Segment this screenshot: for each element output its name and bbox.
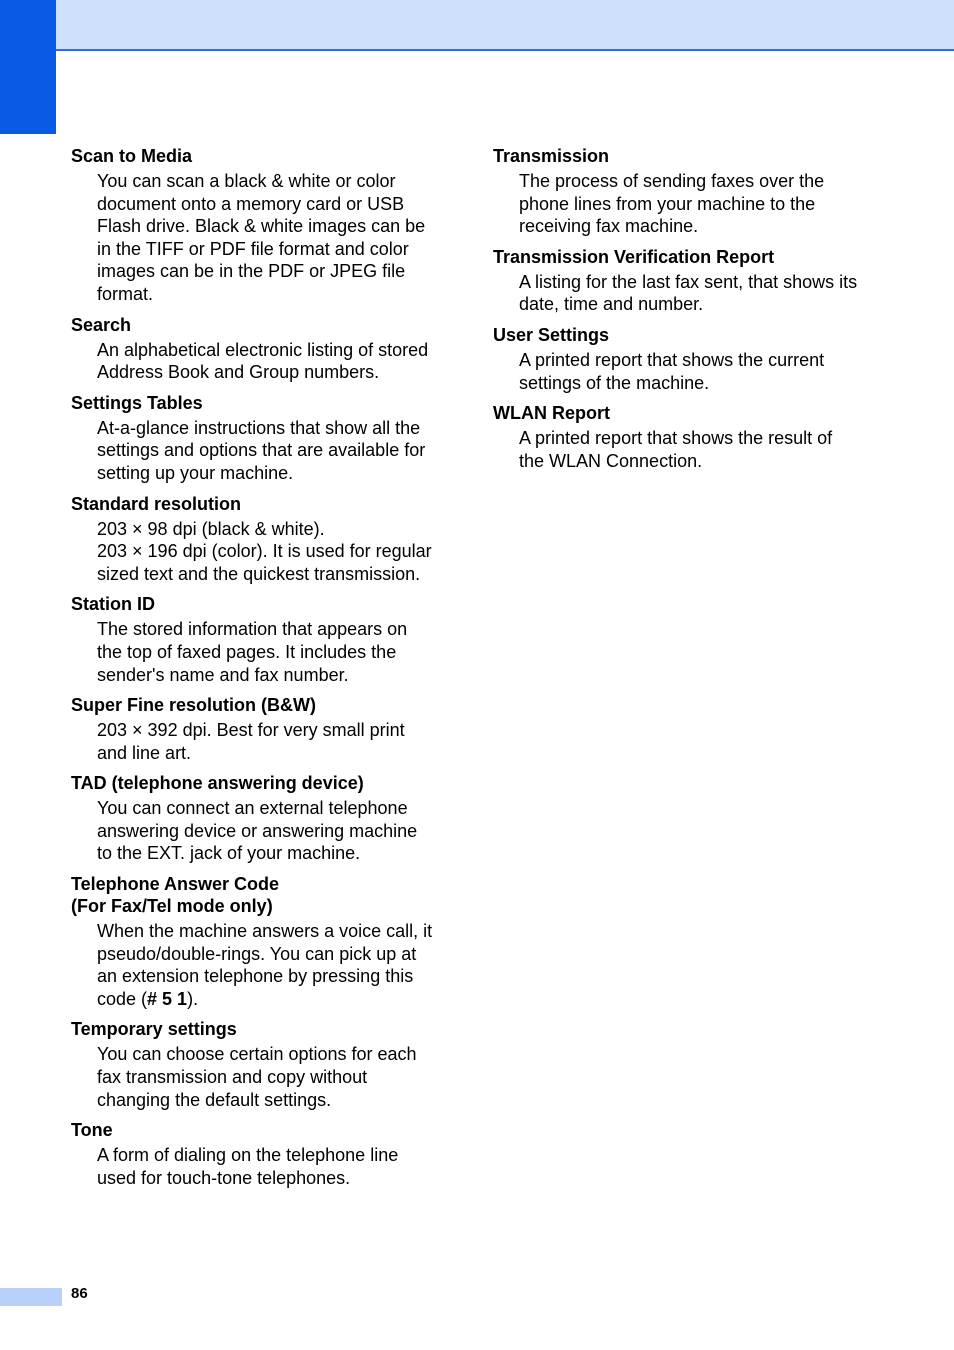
definition-line: You can choose certain options for each <box>97 1044 417 1065</box>
glossary-term: Super Fine resolution (B&W) <box>71 695 316 716</box>
glossary-term: Search <box>71 314 132 335</box>
glossary-term: Temporary settings <box>71 1019 237 1040</box>
glossary-term: Tone <box>71 1120 113 1141</box>
definition-line: receiving fax machine. <box>519 216 699 237</box>
header-band <box>0 0 954 51</box>
definition-line: the WLAN Connection. <box>519 450 703 471</box>
definition-line: used for touch-tone telephones. <box>97 1167 351 1188</box>
definition-line: You can scan a black & white or color <box>97 171 396 191</box>
definition-line: settings of the machine. <box>519 372 710 393</box>
glossary-entry <box>71 1018 451 1111</box>
definition-line: settings and options that are available for <box>97 440 426 461</box>
term-line: Telephone Answer Code <box>71 874 280 895</box>
glossary-term: TAD (telephone answering device) <box>71 773 364 794</box>
definition-line: date, time and number. <box>519 294 704 315</box>
glossary-column-left <box>71 145 451 1197</box>
glossary-definition <box>97 1144 451 1189</box>
definition-line: 203 × 196 dpi (color). It is used for regular <box>97 541 432 562</box>
glossary-term <box>71 873 451 917</box>
glossary-term: User Settings <box>493 324 610 345</box>
definition-line: an extension telephone by pressing this <box>97 966 414 987</box>
definition-line: 203 × 392 dpi. Best for very small print <box>97 720 405 741</box>
code-suffix: ). <box>187 988 199 1009</box>
definition-line: format. <box>97 283 154 304</box>
definition-line: A form of dialing on the telephone line <box>97 1145 399 1166</box>
glossary-term: Settings Tables <box>71 392 203 413</box>
glossary-definition <box>519 427 893 472</box>
definition-line: images can be in the PDF or JPEG file <box>97 261 406 282</box>
definition-line: changing the default settings. <box>97 1089 332 1110</box>
glossary-term: Transmission <box>493 146 610 166</box>
glossary-entry <box>71 694 451 764</box>
glossary-column-right <box>493 145 893 480</box>
definition-line: the top of faxed pages. It includes the <box>97 641 397 662</box>
definition-line: When the machine answers a voice call, it <box>97 921 433 942</box>
glossary-definition <box>97 518 451 586</box>
definition-line: pseudo/double-rings. You can pick up at <box>97 943 417 964</box>
definition-line: setting up your machine. <box>97 462 294 483</box>
definition-line: fax transmission and copy without <box>97 1067 368 1088</box>
glossary-term: Transmission Verification Report <box>493 246 775 267</box>
glossary-term: Scan to Media <box>71 146 193 166</box>
definition-line: You can connect an external telephone <box>97 798 408 819</box>
definition-line: Flash drive. Black & white images can be <box>97 216 426 237</box>
glossary-definition <box>97 920 451 1010</box>
definition-line: A printed report that shows the result of <box>519 428 833 449</box>
definition-line: The process of sending faxes over the <box>519 171 825 191</box>
term-line: (For Fax/Tel mode only) <box>71 896 273 917</box>
glossary-entry <box>493 324 893 394</box>
definition-line: A listing for the last fax sent, that shows its <box>519 271 858 292</box>
definition-line: to the EXT. jack of your machine. <box>97 843 361 864</box>
glossary-definition <box>519 170 893 238</box>
glossary-entry <box>493 145 893 238</box>
glossary-definition <box>97 417 451 485</box>
glossary-entry <box>71 772 451 865</box>
glossary-definition <box>97 1043 451 1111</box>
glossary-entry <box>71 145 451 306</box>
glossary-term: WLAN Report <box>493 403 610 424</box>
glossary-definition <box>519 271 893 316</box>
definition-line: sender's name and fax number. <box>97 664 349 685</box>
glossary-entry <box>71 493 451 586</box>
glossary-definition <box>97 618 451 686</box>
answer-code: # 5 1 <box>147 988 188 1009</box>
glossary-entry <box>71 314 451 384</box>
page-number-tab <box>0 1288 62 1306</box>
page-number: 86 <box>71 1285 88 1302</box>
definition-line: phone lines from your machine to the <box>519 193 816 214</box>
code-prefix: code ( <box>97 988 148 1009</box>
glossary-entry <box>71 593 451 686</box>
glossary-definition <box>97 719 451 764</box>
glossary-term: Station ID <box>71 594 155 615</box>
definition-line: A printed report that shows the current <box>519 349 825 370</box>
definition-line: An alphabetical electronic listing of stored <box>97 339 429 360</box>
definition-line <box>97 988 451 1011</box>
glossary-definition <box>97 170 451 306</box>
definition-line: 203 × 98 dpi (black & white). <box>97 518 325 539</box>
definition-line: in the TIFF or PDF file format and color <box>97 238 409 259</box>
definition-line: The stored information that appears on <box>97 619 408 640</box>
definition-line: At-a-glance instructions that show all the <box>97 417 421 438</box>
glossary-entry <box>71 873 451 1010</box>
glossary-entry <box>71 392 451 485</box>
glossary-entry <box>493 246 893 316</box>
glossary-definition <box>97 797 451 865</box>
definition-line: and line art. <box>97 742 192 763</box>
definition-line: sized text and the quickest transmission. <box>97 563 421 584</box>
definition-line: document onto a memory card or USB <box>97 193 405 214</box>
glossary-definition <box>97 339 451 384</box>
glossary-entry <box>71 1119 451 1189</box>
glossary-definition <box>519 349 893 394</box>
glossary-term: Standard resolution <box>71 493 242 514</box>
chapter-tab <box>0 0 56 134</box>
definition-line: Address Book and Group numbers. <box>97 362 380 383</box>
definition-line: answering device or answering machine <box>97 820 418 841</box>
glossary-entry <box>493 402 893 472</box>
